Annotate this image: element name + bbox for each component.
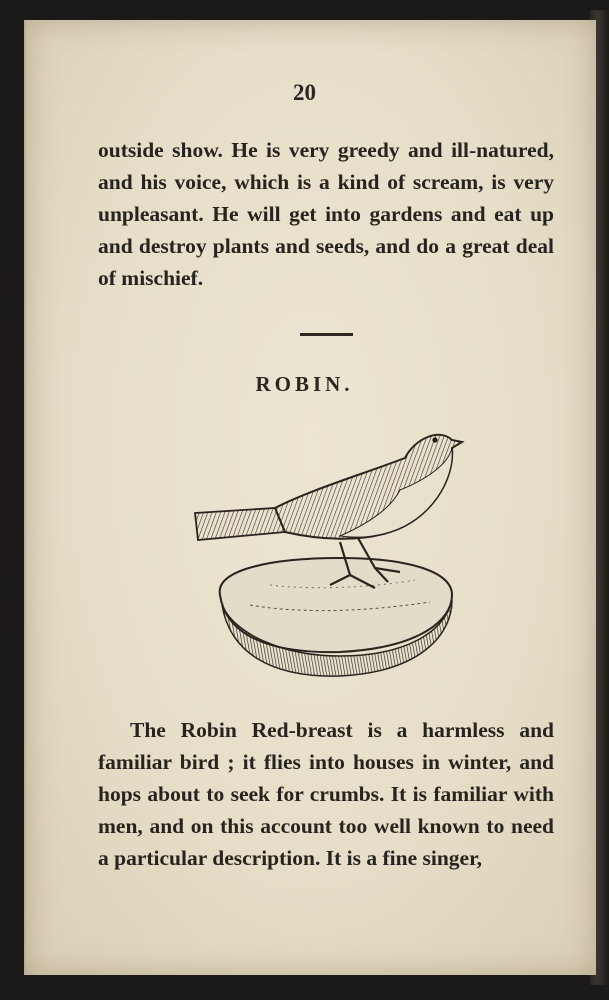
robin-engraving-illustration [190,420,470,690]
paragraph-previous-entry: outside show. He is very greedy and ill-natured, and his voice, which is a kind of scream, is very unpleasant. He will get into gardens and eat up and destroy plants and seeds, and do a great deal of mischief. [98,138,554,290]
section-heading: ROBIN. [255,372,354,396]
stone-shape [220,558,452,676]
bird-eye [432,437,437,442]
bird-tail [195,508,285,540]
paragraph-robin-description: The Robin Red-breast is a harmless and familiar bird ; it flies into houses in winter, and hops about to seek for crumbs. It is familiar with men, and on this account too well known to need a particular description. It is a fine singer, [98,718,554,870]
section-divider [300,333,353,336]
page-number: 20 [293,80,316,105]
